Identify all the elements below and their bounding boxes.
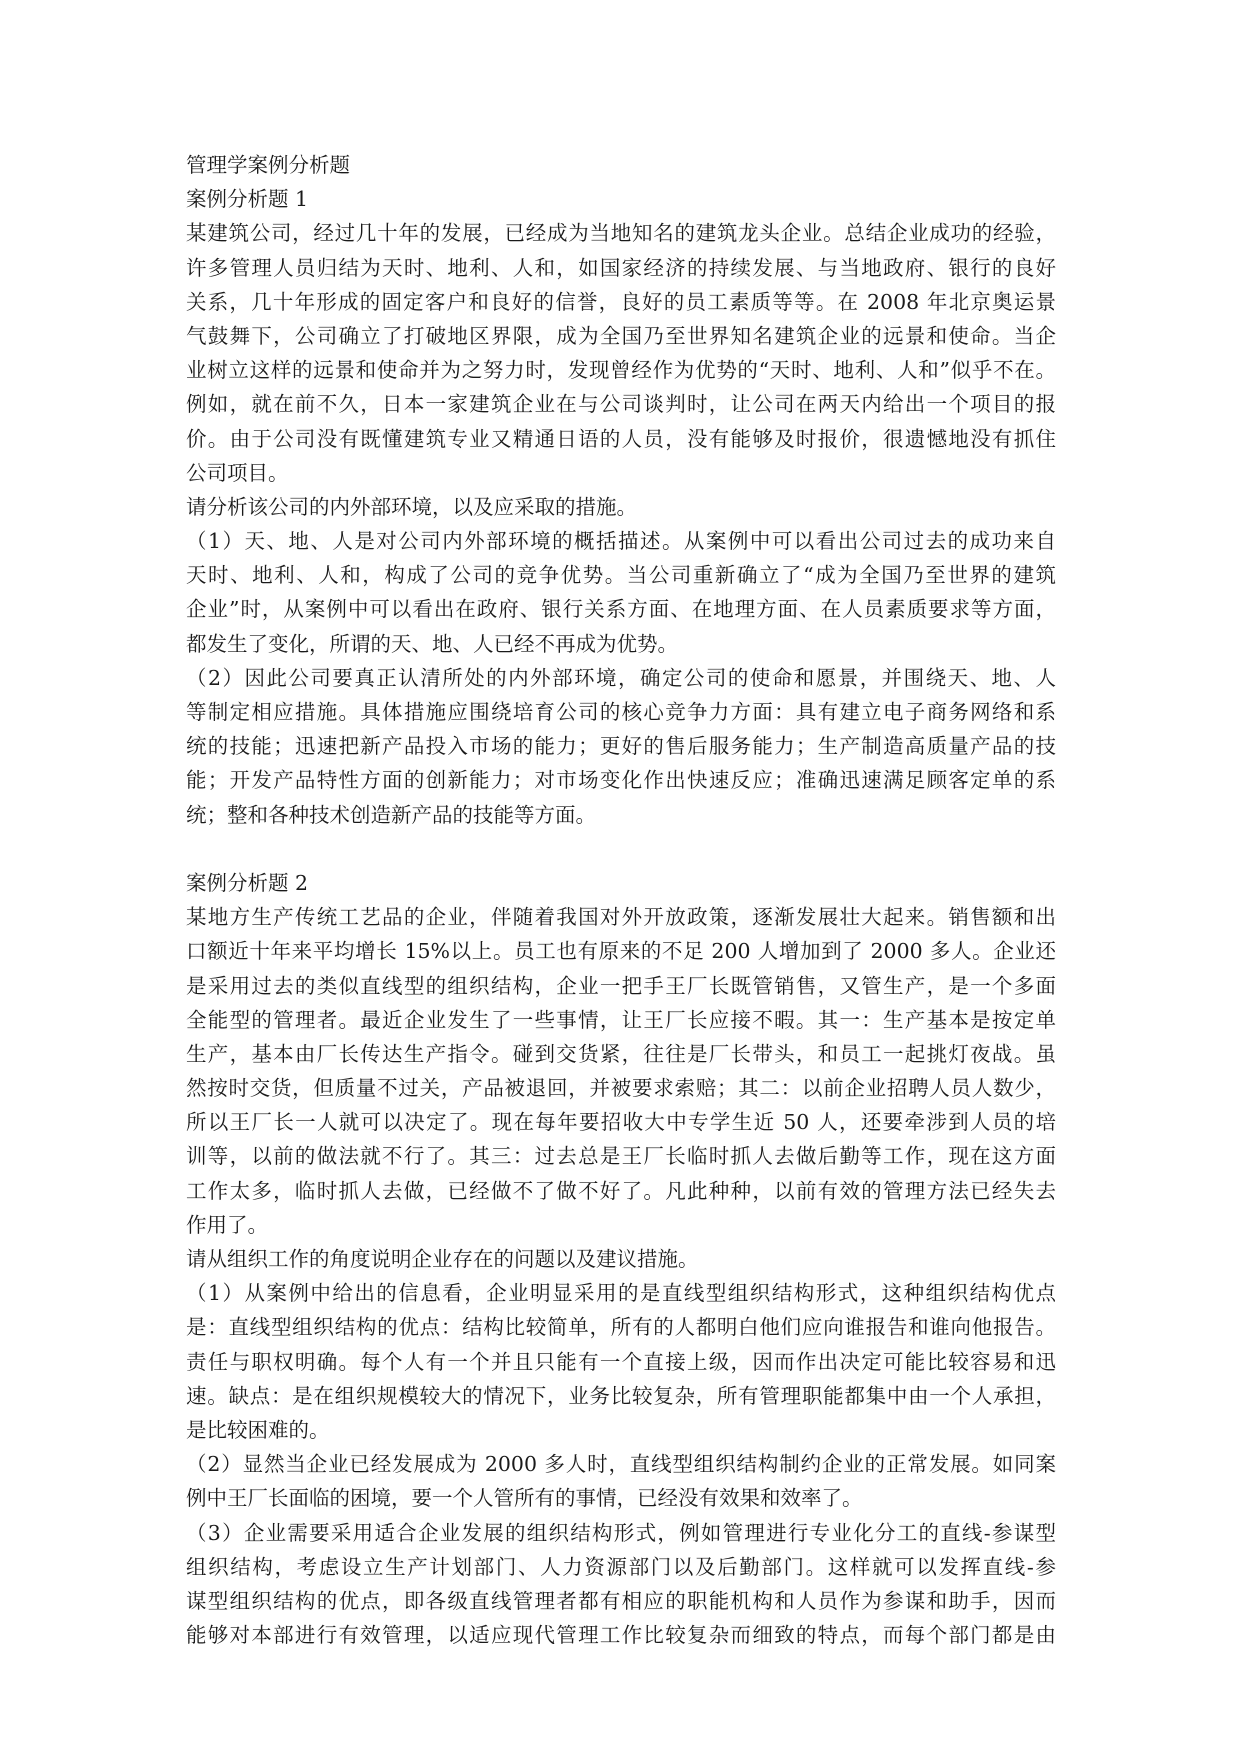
case1-body-line: 许多管理人员归结为天时、地利、人和，如国家经济的持续发展、与当地政府、银行的良好: [186, 255, 1056, 280]
case2-answer-line: 速。缺点：是在组织规模较大的情况下，业务比较复杂，所有管理职能都集中由一个人承担，: [186, 1383, 1056, 1408]
case1-answer-1: [186, 524, 1056, 661]
case2-body-line: 是采用过去的类似直线型的组织结构，企业一把手王厂长既管销售，又管生产，是一个多面: [186, 973, 1056, 998]
case2-body-line: 口额近十年来平均增长 15%以上。员工也有原来的不足 200 人增加到了 2000 多人。企业还: [186, 939, 1056, 964]
case1-body-line: 例如，就在前不久，日本一家建筑企业在与公司谈判时，让公司在两天内给出一个项目的报: [186, 392, 1056, 417]
case2-answer-line: 能够对本部进行有效管理，以适应现代管理工作比较复杂而细致的特点，而每个部门都是由: [186, 1623, 1056, 1648]
case2-answer-line: 组织结构，考虑设立生产计划部门、人力资源部门以及后勤部门。这样就可以发挥直线-参: [186, 1554, 1056, 1579]
case2-body-line: 所以王厂长一人就可以决定了。现在每年要招收大中专学生近 50 人，还要牵涉到人员的培: [186, 1110, 1056, 1135]
case2-body-line: 工作太多，临时抓人去做，已经做不了做不好了。凡此种种，以前有效的管理方法已经失去: [186, 1178, 1056, 1203]
case2-body-line: 生产，基本由厂长传达生产指令。碰到交货紧，往往是厂长带头，和员工一起挑灯夜战。虽: [186, 1041, 1056, 1066]
case2-answer-2: [186, 1447, 1056, 1515]
document-title: 管理学案例分析题: [186, 153, 350, 177]
paragraph-spacer: [186, 832, 1056, 866]
case1-answer-line: 统；整和各种技术创造新产品的技能等方面。: [186, 802, 596, 827]
case1-body-line: 某建筑公司，经过几十年的发展，已经成为当地知名的建筑龙头企业。总结企业成功的经验，: [186, 221, 1056, 246]
case1-answer-line: 都发生了变化，所谓的天、地、人已经不再成为优势。: [186, 631, 678, 656]
case1-answer-2: [186, 661, 1056, 832]
case1-body-line: 气鼓舞下，公司确立了打破地区界限，成为全国乃至世界知名建筑企业的远景和使命。当企: [186, 323, 1056, 348]
case2-answer-1: [186, 1276, 1056, 1447]
case1-answer-line: 统的技能；迅速把新产品投入市场的能力；更好的售后服务能力；生产制造高质量产品的技: [186, 734, 1056, 759]
case1-body-line: 业树立这样的远景和使命并为之努力时，发现曾经作为优势的“天时、地利、人和”似乎不在。: [186, 358, 1056, 383]
case1-answer-line: 能；开发产品特性方面的创新能力；对市场变化作出快速反应；准确迅速满足顾客定单的系: [186, 768, 1056, 793]
case1-answer-line: （1）天、地、人是对公司内外部环境的概括描述。从案例中可以看出公司过去的成功来自: [186, 529, 1056, 554]
case1-body-line: 公司项目。: [186, 460, 289, 485]
case2-answer-3: [186, 1516, 1056, 1653]
case2-body-line: 训等，以前的做法就不行了。其三：过去总是王厂长临时抓人去做后勤等工作，现在这方面: [186, 1144, 1056, 1169]
case1-answer-line: 天时、地利、人和，构成了公司的竞争优势。当公司重新确立了“成为全国乃至世界的建筑: [186, 563, 1056, 588]
case2-answer-line: （1）从案例中给出的信息看，企业明显采用的是直线型组织结构形式，这种组织结构优点: [186, 1281, 1056, 1306]
case1-body-line: 关系，几十年形成的固定客户和良好的信誉，良好的员工素质等等。在 2008 年北京奥运景: [186, 289, 1056, 314]
case2-answer-line: 谋型组织结构的优点，即各级直线管理者都有相应的职能机构和人员作为参谋和助手，因而: [186, 1588, 1056, 1613]
document-page: [186, 148, 1056, 1652]
case2-answer-line: 是比较困难的。: [186, 1417, 330, 1442]
case1-answer-line: 等制定相应措施。具体措施应围绕培育公司的核心竞争力方面：具有建立电子商务网络和系: [186, 700, 1056, 724]
case2-heading: 案例分析题 2: [186, 870, 309, 895]
case2-body-line: 作用了。: [186, 1212, 268, 1237]
case2-answer-line: 是：直线型组织结构的优点：结构比较简单，所有的人都明白他们应向谁报告和谁向他报告。: [186, 1315, 1056, 1340]
case2-body-line: 某地方生产传统工艺品的企业，伴随着我国对外开放政策，逐渐发展壮大起来。销售额和出: [186, 905, 1056, 930]
case2-body: [186, 900, 1056, 1242]
case2-answer-line: 例中王厂长面临的困境，要一个人管所有的事情，已经没有效果和效率了。: [186, 1486, 863, 1511]
case2-body-line: 然按时交货，但质量不过关，产品被退回，并被要求索赔；其二：以前企业招聘人员人数少，: [186, 1076, 1056, 1101]
case2-answer-line: 责任与职权明确。每个人有一个并且只能有一个直接上级，因而作出决定可能比较容易和迅: [186, 1349, 1056, 1374]
case1-answer-line: 企业”时，从案例中可以看出在政府、银行关系方面、在地理方面、在人员素质要求等方面，: [186, 597, 1056, 622]
case1-heading: 案例分析题 1: [186, 187, 309, 212]
case2-answer-line: （2）显然当企业已经发展成为 2000 多人时，直线型组织结构制约企业的正常发展。如同案: [186, 1452, 1056, 1477]
case1-body: [186, 216, 1056, 490]
case2-answer-line: （3）企业需要采用适合企业发展的组织结构形式，例如管理进行专业化分工的直线-参谋型: [186, 1520, 1056, 1545]
case2-body-line: 全能型的管理者。最近企业发生了一些事情，让王厂长应接不暇。其一：生产基本是按定单: [186, 1007, 1056, 1032]
case1-question: 请分析该公司的内外部环境，以及应采取的措施。: [186, 494, 637, 519]
case1-answer-line: （2）因此公司要真正认清所处的内外部环境，确定公司的使命和愿景，并围绕天、地、人: [186, 665, 1056, 690]
case1-body-line: 价。由于公司没有既懂建筑专业又精通日语的人员，没有能够及时报价，很遗憾地没有抓住: [186, 426, 1056, 451]
case2-question: 请从组织工作的角度说明企业存在的问题以及建议措施。: [186, 1247, 699, 1271]
